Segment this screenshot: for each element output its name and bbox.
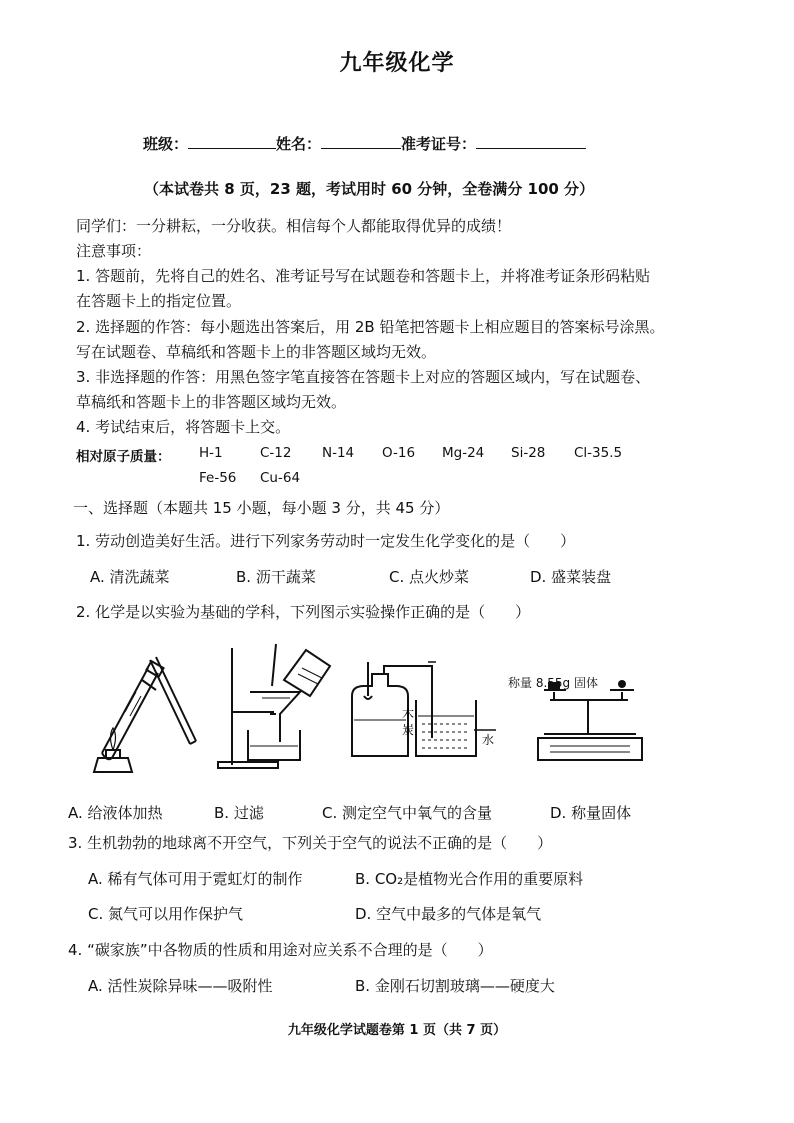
question-1-option-d[interactable]: D. 盛菜装盘: [530, 568, 612, 586]
exam-id-field[interactable]: [476, 134, 586, 149]
class-label: 班级：: [143, 135, 189, 153]
atomic-mass-item: H-1: [199, 445, 223, 461]
question-1-option-c[interactable]: C. 点火炒菜: [389, 568, 470, 586]
question-2-stem: 2. 化学是以实验为基础的学科，下列图示实验操作正确的是（ ）: [76, 603, 531, 621]
water-label: 水: [482, 733, 495, 747]
notice-4-line-1: 4. 考试结束后，将答题卡上交。: [76, 418, 291, 436]
question-4-stem: 4. “碳家族”中各物质的性质和用途对应关系不合理的是（ ）: [68, 941, 493, 959]
id-label: 准考证号：: [401, 135, 477, 153]
page-footer: 九年级化学试题卷第 1 页（共 7 页）: [287, 1023, 507, 1038]
question-1-option-a[interactable]: A. 清洗蔬菜: [90, 568, 170, 586]
filtration-figure: [214, 640, 334, 770]
question-1-stem: 1. 劳动创造美好生活。进行下列家务劳动时一定发生化学变化的是（ ）: [76, 532, 576, 550]
atomic-mass-item: Si-28: [511, 445, 546, 461]
atomic-mass-item: Fe-56: [199, 470, 237, 486]
section-heading: 一、选择题（本题共 15 小题，每小题 3 分，共 45 分）: [73, 499, 450, 517]
question-4-option-b[interactable]: B. 金刚石切割玻璃——硬度大: [355, 977, 555, 995]
question-1-option-b[interactable]: B. 沥干蔬菜: [236, 568, 316, 586]
weigh-label: 称量 8.55g 固体: [508, 676, 598, 690]
notice-1-line-2: 在答题卡上的指定位置。: [76, 292, 242, 310]
notice-heading: 注意事项：: [76, 242, 152, 260]
class-field[interactable]: [188, 134, 276, 149]
notice-2-line-1: 2. 选择题的作答：每小题选出答案后，用 2B 铅笔把答题卡上相应题目的答案标号涂黑。: [76, 318, 665, 336]
question-2-option-a[interactable]: A. 给液体加热: [68, 804, 163, 822]
atomic-mass-item: Mg-24: [442, 445, 485, 461]
question-3-stem: 3. 生机勃勃的地球离不开空气，下列关于空气的说法不正确的是（ ）: [68, 834, 553, 852]
question-3-option-c[interactable]: C. 氮气可以用作保护气: [88, 905, 244, 923]
notice-1-line-1: 1. 答题前，先将自己的姓名、准考证号写在试题卷和答题卡上，并将准考证条形码粘贴: [76, 267, 651, 285]
notice-3-line-1: 3. 非选择题的作答：用黑色签字笔直接答在答题卡上对应的答题区域内，写在试题卷、: [76, 368, 651, 386]
name-label: 姓名：: [276, 135, 322, 153]
name-field[interactable]: [321, 134, 401, 149]
atomic-mass-item: Cu-64: [260, 470, 301, 486]
notice-3-line-2: 草稿纸和答题卡上的非答题区域均无效。: [76, 393, 347, 411]
atomic-mass-item: O-16: [382, 445, 416, 461]
question-3-option-a[interactable]: A. 稀有气体可用于霓虹灯的制作: [88, 870, 303, 888]
charcoal-label-2: 炭: [402, 723, 415, 737]
student-info-line: [143, 133, 586, 154]
greeting: 同学们：一分耕耘，一分收获。相信每个人都能取得优异的成绩！: [76, 217, 512, 235]
question-2-option-d[interactable]: D. 称量固体: [550, 804, 632, 822]
question-2-option-b[interactable]: B. 过滤: [214, 804, 264, 822]
oxygen-measurement-figure: [346, 660, 506, 770]
atomic-mass-item: C-12: [260, 445, 292, 461]
atomic-mass-item: N-14: [322, 445, 355, 461]
question-3-option-b[interactable]: B. CO₂是植物光合作用的重要原料: [355, 870, 584, 888]
atomic-mass-label: 相对原子质量：: [76, 449, 171, 465]
charcoal-label-1: 木: [402, 707, 415, 721]
exam-note: （本试卷共 8 页，23 题，考试用时 60 分钟，全卷满分 100 分）: [144, 180, 595, 198]
atomic-mass-item: Cl-35.5: [574, 445, 623, 461]
question-2-option-c[interactable]: C. 测定空气中氧气的含量: [322, 804, 493, 822]
notice-2-line-2: 写在试题卷、草稿纸和答题卡上的非答题区域均无效。: [76, 343, 437, 361]
heating-liquid-figure: [90, 640, 200, 780]
page-title: 九年级化学: [339, 51, 455, 76]
question-3-option-d[interactable]: D. 空气中最多的气体是氧气: [355, 905, 542, 923]
question-4-option-a[interactable]: A. 活性炭除异味——吸附性: [88, 977, 273, 995]
